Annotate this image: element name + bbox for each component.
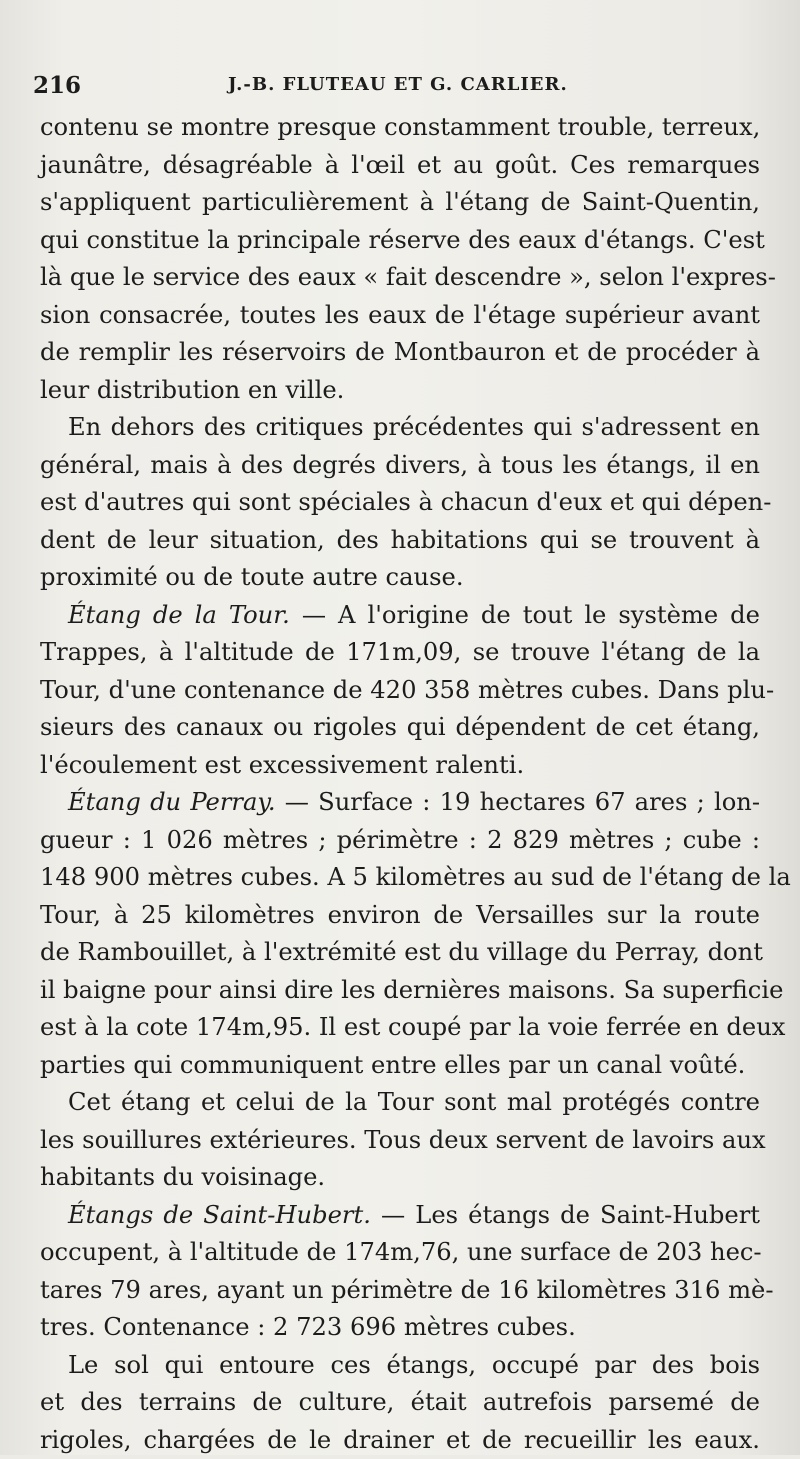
text-line: général, mais à des degrés divers, à tous les étangs, il en [40, 447, 760, 485]
text-line: s'appliquent particulièrement à l'étang de Saint-Quentin, [40, 184, 760, 222]
text-line: de Rambouillet, à l'extrémité est du village du Perray, dont [40, 934, 760, 972]
running-head [33, 72, 763, 102]
text-line: il baigne pour ainsi dire les dernières maisons. Sa superficie [40, 972, 760, 1010]
text-line: jaunâtre, désagréable à l'œil et au goût. Ces remarques [40, 147, 760, 185]
text-line: Le sol qui entoure ces étangs, occupé par des bois [40, 1347, 760, 1385]
text-line: dent de leur situation, des habitations qui se trouvent à [40, 522, 760, 560]
text-line: l'écoulement est excessivement ralenti. [40, 747, 760, 785]
text-line: est d'autres qui sont spéciales à chacun d'eux et qui dépen- [40, 484, 760, 522]
text-line: gueur : 1 026 mètres ; périmètre : 2 829 mètres ; cube : [40, 822, 760, 860]
section-heading-line [40, 597, 760, 635]
text-line: proximité ou de toute autre cause. [40, 559, 760, 597]
text-line: Cet étang et celui de la Tour sont mal protégés contre [40, 1084, 760, 1122]
section-heading-etang-de-la-tour: Étang de la Tour. [68, 601, 290, 629]
text-line: contenu se montre presque constamment trouble, terreux, [40, 109, 760, 147]
text-line: rigoles, chargées de le drainer et de recueillir les eaux. [40, 1422, 760, 1459]
text-line: En dehors des critiques précédentes qui s'adressent en [40, 409, 760, 447]
text-line: Trappes, à l'altitude de 171m,09, se trouve l'étang de la [40, 634, 760, 672]
text-line: et des terrains de culture, était autrefois parsemé de [40, 1384, 760, 1422]
text-line: de remplir les réservoirs de Montbauron et de procéder à [40, 334, 760, 372]
text-line: parties qui communiquent entre elles par un canal voûté. [40, 1047, 760, 1085]
text-line: qui constitue la principale réserve des eaux d'étangs. C'est [40, 222, 760, 260]
text-line-rest: — Surface : 19 hectares 67 ares ; lon- [276, 788, 760, 816]
page-number: 216 [33, 72, 81, 99]
text-line: Tour, à 25 kilomètres environ de Versailles sur la route [40, 897, 760, 935]
section-heading-etang-du-perray: Étang du Perray. [68, 788, 276, 816]
text-line: les souillures extérieures. Tous deux servent de lavoirs aux [40, 1122, 760, 1160]
section-heading-line [40, 1197, 760, 1235]
section-heading-line [40, 784, 760, 822]
text-line: leur distribution en ville. [40, 372, 760, 410]
text-line: 148 900 mètres cubes. A 5 kilomètres au sud de l'étang de la [40, 859, 760, 897]
text-line: sion consacrée, toutes les eaux de l'étage supérieur avant [40, 297, 760, 335]
text-line: là que le service des eaux « fait descendre », selon l'expres- [40, 259, 760, 297]
text-line-rest: — Les étangs de Saint-Hubert [371, 1201, 760, 1229]
text-line: occupent, à l'altitude de 174m,76, une surface de 203 hec- [40, 1234, 760, 1272]
text-line: est à la cote 174m,95. Il est coupé par la voie ferrée en deux [40, 1009, 760, 1047]
text-line: sieurs des canaux ou rigoles qui dépendent de cet étang, [40, 709, 760, 747]
text-line: tres. Contenance : 2 723 696 mètres cubes. [40, 1309, 760, 1347]
text-line: habitants du voisinage. [40, 1159, 760, 1197]
section-heading-etangs-de-saint-hubert: Étangs de Saint-Hubert. [68, 1201, 371, 1229]
running-head-authors: J.-B. FLUTEAU ET G. CARLIER. [228, 74, 568, 95]
body-text [40, 109, 760, 1459]
text-line-rest: — A l'origine de tout le système de [290, 601, 760, 629]
text-line: Tour, d'une contenance de 420 358 mètres cubes. Dans plu- [40, 672, 760, 710]
text-line: tares 79 ares, ayant un périmètre de 16 kilomètres 316 mè- [40, 1272, 760, 1310]
